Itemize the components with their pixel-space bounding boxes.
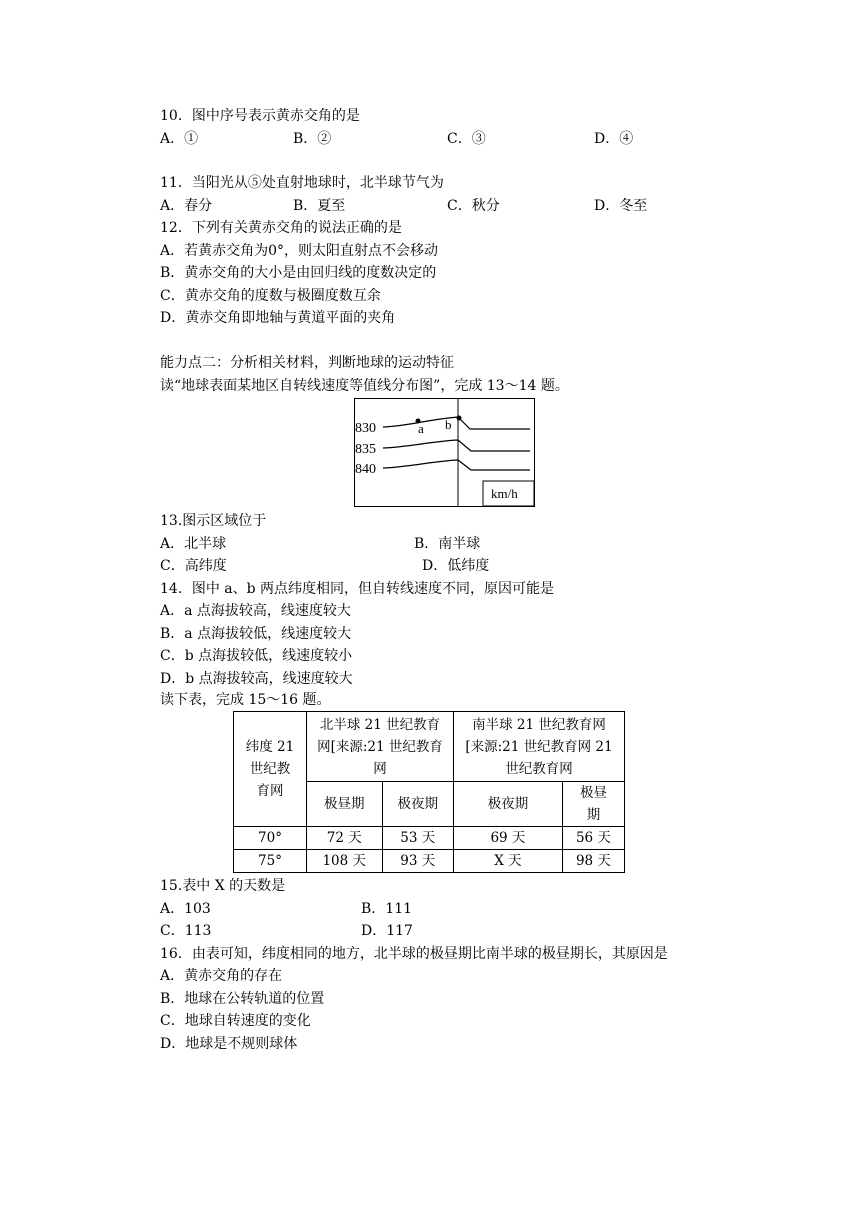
q10-option-a: A．① [160,131,199,147]
header-southern-hemisphere: 南半球 21 世纪教育网 [来源:21 世纪教育网 21 世纪教育网 [454,712,625,782]
section-intro: 读“地球表面某地区自转线速度等值线分布图”，完成 13～14 题。 [160,378,569,394]
table-intro: 读下表，完成 15～16 题。 [160,692,331,708]
q15-stem: 15.表中 X 的天数是 [160,878,286,894]
q15-option-a: A．103 [160,901,211,917]
q16-option-b: B．地球在公转轨道的位置 [160,991,325,1007]
header-north-polar-night: 极夜期 [382,782,454,827]
header-latitude: 纬度 21 世纪教 育网 [234,712,307,827]
q13-option-c: C．高纬度 [160,558,227,574]
q11-option-a: A．春分 [160,198,213,214]
q12-option-c: C．黄赤交角的度数与极圈度数互余 [160,288,381,304]
q14-option-a: A．a 点海拔较高，线速度较大 [160,603,351,619]
q16-option-c: C．地球自转速度的变化 [160,1013,311,1029]
unit-label: km/h [491,486,518,501]
cell-south-day: 56 天 [562,827,624,850]
cell-north-day: 72 天 [307,827,383,850]
q15-option-b: B．111 [361,901,413,917]
q11-option-d: D．冬至 [594,198,648,214]
q13-stem: 13.图示区域位于 [160,513,267,529]
q12-option-a: A．若黄赤交角为0°，则太阳直射点不会移动 [160,243,439,259]
cell-south-night: X 天 [454,850,563,873]
cell-latitude: 70° [234,827,307,850]
label-840: 840 [355,462,376,477]
cell-north-night: 93 天 [382,850,454,873]
table-row [234,827,625,850]
q12-stem: 12．下列有关黄赤交角的说法正确的是 [160,220,402,236]
q12-option-d: D．黄赤交角即地轴与黄道平面的夹角 [160,310,396,326]
header-south-polar-day: 极昼 期 [562,782,624,827]
section-title: 能力点二：分析相关材料，判断地球的运动特征 [160,355,454,371]
label-point-b: b [445,417,452,432]
label-830: 830 [355,421,376,436]
q10-option-b: B．② [293,131,332,147]
q11-stem: 11．当阳光从⑤处直射地球时，北半球节气为 [160,175,444,191]
q11-option-c: C．秋分 [447,198,500,214]
q10-option-d: D．④ [594,131,634,147]
label-point-a: a [418,421,424,436]
q14-stem: 14．图中 a、b 两点纬度相同，但自转线速度不同，原因可能是 [160,581,555,597]
q13-option-a: A．北半球 [160,536,227,552]
q15-option-d: D．117 [361,923,413,939]
q16-option-a: A．黄赤交角的存在 [160,968,283,984]
table-row [234,850,625,873]
header-north-polar-day: 极昼期 [307,782,383,827]
polar-day-table [233,711,625,873]
cell-north-day: 108 天 [307,850,383,873]
cell-south-night: 69 天 [454,827,563,850]
q16-option-d: D．地球是不规则球体 [160,1036,298,1052]
q14-option-c: C．b 点海拔较低，线速度较小 [160,648,353,664]
q11-option-b: B．夏至 [293,198,346,214]
cell-north-night: 53 天 [382,827,454,850]
q12-option-b: B．黄赤交角的大小是由回归线的度数决定的 [160,265,437,281]
q14-option-d: D．b 点海拔较高，线速度较大 [160,671,353,687]
q10-stem: 10．图中序号表示黄赤交角的是 [160,108,360,124]
cell-south-day: 98 天 [562,850,624,873]
q13-option-d: D．低纬度 [422,558,490,574]
q10-option-c: C．③ [447,131,486,147]
cell-latitude: 75° [234,850,307,873]
q14-option-b: B．a 点海拔较低，线速度较大 [160,626,352,642]
q13-option-b: B．南半球 [414,536,481,552]
isoline-figure [354,398,535,507]
label-835: 835 [355,442,376,457]
header-south-polar-night: 极夜期 [454,782,563,827]
q15-option-c: C．113 [160,923,212,939]
header-northern-hemisphere: 北半球 21 世纪教育 网[来源:21 世纪教育 网 [307,712,454,782]
q16-stem: 16．由表可知，纬度相同的地方，北半球的极昼期比南半球的极昼期长，其原因是 [160,946,668,962]
point-b-marker [457,416,462,421]
